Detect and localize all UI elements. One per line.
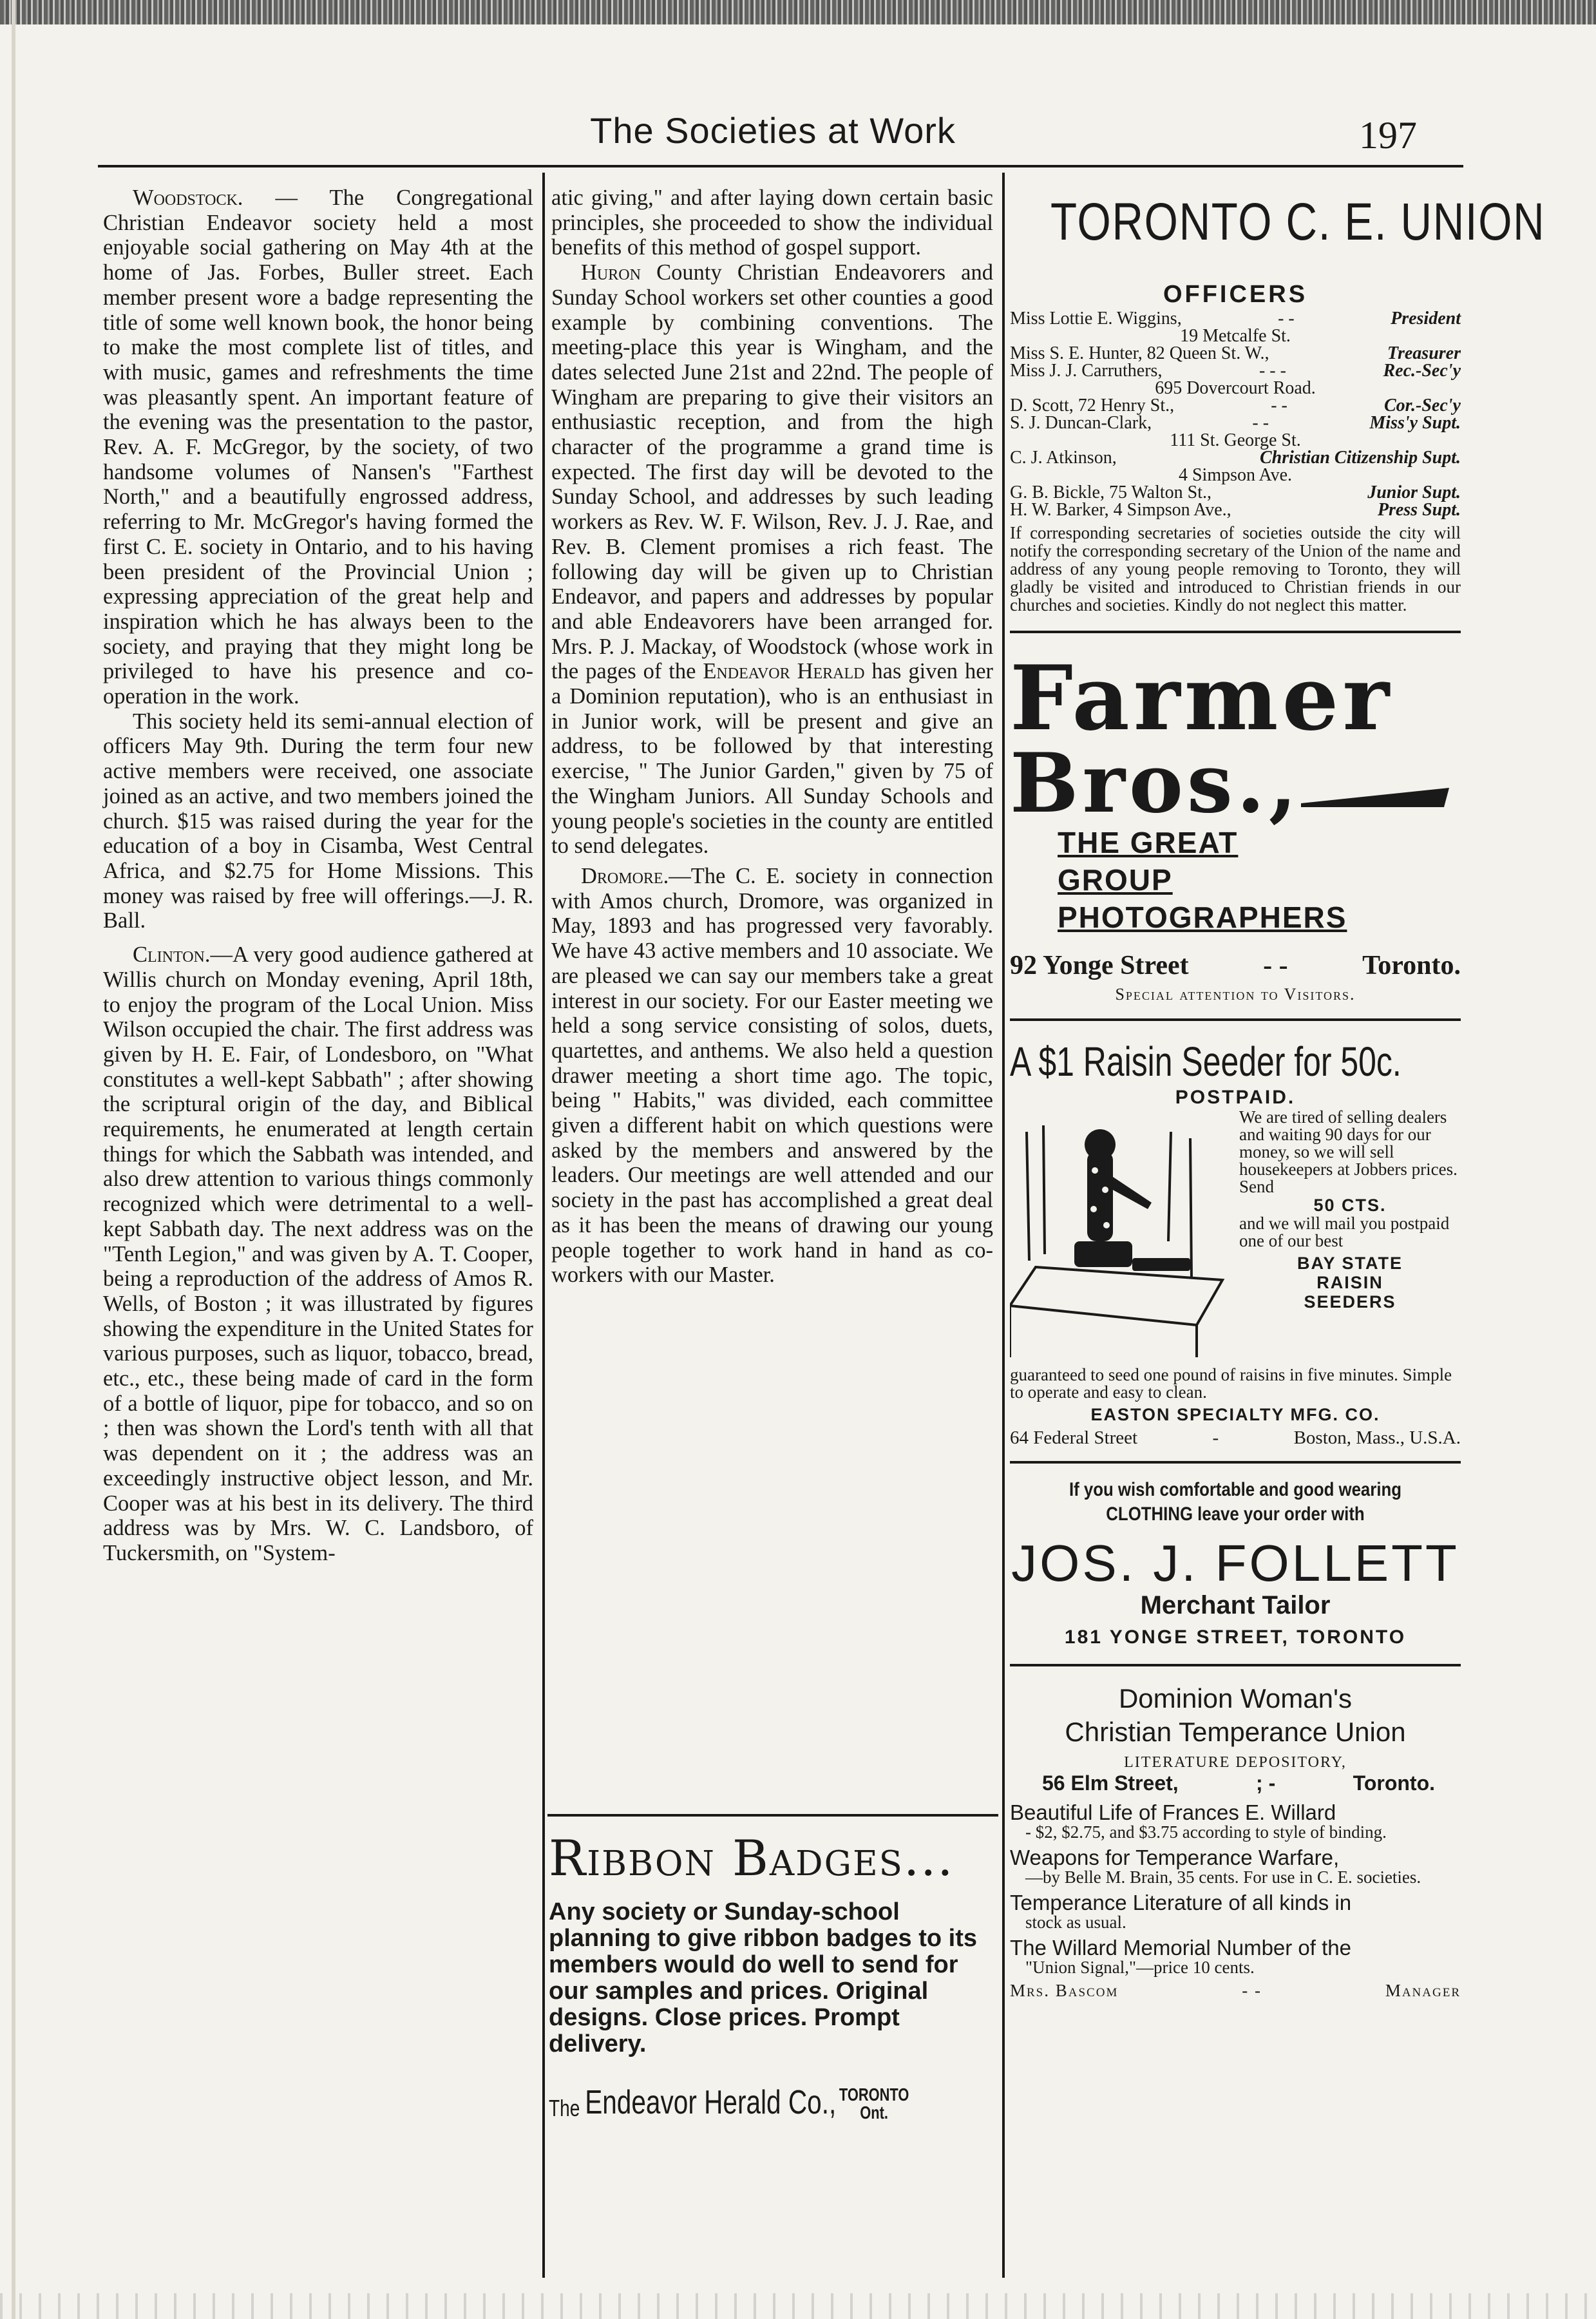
- officer-role: Miss'y Supt.: [1369, 413, 1461, 433]
- wctu-title-1: Dominion Woman's: [1118, 1683, 1353, 1713]
- column-rule-2: [1002, 173, 1005, 2278]
- officer-row: [1010, 484, 1461, 501]
- company-city: TORONTO Ont.: [839, 2085, 909, 2123]
- wctu-item: [1010, 1847, 1461, 1885]
- wctu-depository: LITERATURE DEPOSITORY,: [1124, 1754, 1347, 1771]
- officer-row: [1010, 345, 1461, 362]
- wctu-item: [1010, 1802, 1461, 1840]
- officer-address: 19 Metcalfe St.: [1180, 326, 1291, 346]
- place-name: Woodstock.: [133, 186, 243, 210]
- officer-row: [1010, 310, 1461, 327]
- raisin-price: 50 CTS.: [1313, 1196, 1387, 1215]
- officer-dash: - -: [1278, 309, 1295, 329]
- wctu-item-title: Beautiful Life of Frances E. Willard: [1010, 1800, 1336, 1824]
- officer-address: 111 St. George St.: [1170, 430, 1301, 450]
- officer-row: [1010, 449, 1461, 466]
- officer-role: Junior Supt.: [1367, 482, 1461, 502]
- divider: [1010, 631, 1461, 633]
- dromore-paragraph: Dromore.—The C. E. society in connection with Amos church, Dromore, was organized in May, 1893 and has progressed very favorably. We have 43 active members and 10 associate. We are pleased we can say our members take a great interest in our society. For our Easter meeting we held a song service consisting of solos, duets, quartettes, and anthems. We also held a question drawer meeting a short time ago. The topic, being " Habits," was divided, each committee given a different habit on which questions were asked by the members and answered by the leaders. Our meetings are well attended and our society in the past has accomplished a great deal as it has been the means of drawing our young people together to work hand in hand as co-workers with our Master.: [551, 863, 993, 1288]
- farmer-bros-line2: Bros.,: [1010, 743, 1461, 824]
- farmer-bros-name: Farmer: [1010, 645, 1394, 750]
- column-2: [551, 186, 993, 1288]
- wctu-items: [1010, 1802, 1461, 1976]
- officer-name: H. W. Barker, 4 Simpson Ave.,: [1010, 500, 1231, 520]
- officer-name: C. J. Atkinson,: [1010, 448, 1117, 468]
- ribbon-ad-body: Any society or Sunday-school planning to give ribbon badges to its members would do well to send for our samples and prices. Original designs. Close prices. Prompt delivery.: [549, 1898, 977, 2057]
- officer-name: Miss J. J. Carruthers,: [1010, 361, 1163, 381]
- divider: [1010, 1018, 1461, 1021]
- officer-row: [1010, 414, 1461, 432]
- officer-name: Miss S. E. Hunter, 82 Queen St. W.,: [1010, 343, 1269, 363]
- column-rule-1: [542, 173, 545, 2278]
- raisin-seeder-illustration-icon: [1010, 1112, 1229, 1357]
- the-word: The: [549, 2095, 580, 2121]
- officers-heading: OFFICERS: [1163, 281, 1308, 308]
- raisin-ad-title: A $1 Raisin Seeder for 50c.: [1010, 1038, 1401, 1085]
- officer-address: 4 Simpson Ave.: [1178, 465, 1293, 485]
- wctu-item: [1010, 1937, 1461, 1976]
- follett-ad: If you wish comfortable and good wearing CLOTHING leave your order with JOS. J. FOLLETT Merchant Tailor 181 YONGE STREET, TORONTO: [1010, 1478, 1461, 1648]
- follett-name: JOS. J. FOLLETT: [1011, 1534, 1459, 1592]
- raisin-address: 64 Federal Street - Boston, Mass., U.S.A.: [1010, 1427, 1461, 1448]
- scan-left-edge: [12, 0, 15, 2319]
- wctu-item: [1010, 1892, 1461, 1931]
- officer-dash: - - -: [1259, 361, 1286, 381]
- clinton-paragraph: Clinton.—A very good audience gathered at Willis church on Monday evening, April 18th, to enjoy the program of the Local Union. Miss Wilson occupied the chair. The first address was given by H. E. Fair, of Londesboro, on "What constitutes a well-kept Sabbath" ; after showing the scriptural origin of the day, and Biblical requirements, he enumerated at length certain things for which the Sabbath was intended, and also drew attention to various things commonly recognized which were detrimental to a well-kept Sabbath day. The next address was on the "Tenth Legion," and was given by A. T. Cooper, being a reproduction of the address of Amos R. Wells, of Boston ; it was illustrated by figures showing the expenditure in the United States for various purposes, such as liquor, tobacco, bread, etc., etc., these being made of card in the form of a bottle of liquor, pipe for tobacco, and so on ; then was shown the Lord's tenth with all that was dependent on it ; the address was an exceedingly instructive object lesson, and Mr. Cooper was at his best in its delivery. The third address was by Mrs. W. C. Landsboro, of Tuckersmith, on "System-: [103, 942, 533, 1565]
- officer-role: Cor.-Sec'y: [1383, 396, 1461, 415]
- officer-name: D. Scott, 72 Henry St.,: [1010, 396, 1175, 415]
- page-number: 197: [1359, 114, 1417, 157]
- wctu-manager: Mrs. Bascom - - Manager: [1010, 1981, 1461, 2000]
- wctu-item-detail: —by Belle M. Brain, 35 cents. For use in C. E. societies.: [1025, 1867, 1421, 1887]
- farmer-tagline: THE GREAT GROUP PHOTOGRAPHERS: [1058, 826, 1347, 934]
- place-name: Clinton.: [133, 942, 211, 968]
- raisin-guarantee: guaranteed to seed one pound of raisins in five minutes. Simple to operate and easy to clean.: [1010, 1365, 1452, 1402]
- officer-row: [1010, 501, 1461, 519]
- officer-role: Rec.-Sec'y: [1383, 361, 1461, 381]
- place-name: Dromore.: [581, 863, 669, 888]
- ribbon-badges-ad: [549, 1829, 987, 2122]
- scan-bottom-edge: [0, 2293, 1596, 2319]
- officer-role: Christian Citizenship Supt.: [1259, 448, 1461, 468]
- wctu-ad: [1010, 1682, 1461, 2001]
- follett-address: 181 YONGE STREET, TORONTO: [1064, 1627, 1407, 1648]
- herald-name: Endeavor Herald: [703, 659, 865, 684]
- follett-trade: Merchant Tailor: [1140, 1591, 1331, 1619]
- herald-company-line: [549, 2083, 991, 2122]
- union-note: If corresponding secretaries of societies outside the city will notify the corresponding secretary of the Union of the name and address of any young people removing to Toronto, they will gladly be visited and introduced to Christian friends in our churches and societies. Kindly do not neglect this matter.: [1010, 523, 1461, 615]
- officer-row: [1010, 362, 1461, 379]
- page-header: [103, 104, 1443, 156]
- officer-name: G. B. Bickle, 75 Walton St.,: [1010, 482, 1212, 502]
- raisin-ad-text: We are tired of selling dealers and waiting 90 days for our money, so we will sell housekeepers at Jobbers prices. Send 50 CTS. and we will mail you postpaid one of our best BAY STATE RAISIN SEEDERS: [1239, 1109, 1461, 1312]
- pennant-flourish-icon: [1301, 775, 1449, 807]
- farmer-address: 92 Yonge Street - - Toronto.: [1010, 951, 1461, 980]
- officer-role: President: [1391, 309, 1461, 329]
- right-column: [1010, 180, 1546, 2001]
- company-name: Endeavor Herald Co.,: [585, 2084, 837, 2121]
- raisin-ad-body: [1010, 1109, 1461, 1366]
- scan-top-edge: [0, 0, 1596, 24]
- officer-dash: - -: [1252, 413, 1269, 433]
- woodstock-paragraph: Woodstock. — The Congregational Christian Endeavor society held a most enjoyable social gathering on May 4th at the home of Jas. Forbes, Buller street. Each member present wore a badge representing the title of some well known book, the honor being to make the most complete list of titles, and with music, games and refreshments the time was pleasantly spent. An important feature of the evening was the presentation to the pastor, Rev. A. F. McGregor, by the society, of two handsome volumes of Nansen's "Farthest North," and a beautifully engrossed address, referring to Mr. McGregor's having formed the first C. E. society in Ontario, and to his having been president of the Provincial Union ; expressing appreciation of the great help and inspiration which he has always been to the society, and praying that they might long be privileged to have his presence and co-operation in the work.: [103, 186, 533, 709]
- wctu-item-title: The Willard Memorial Number of the: [1010, 1936, 1351, 1960]
- running-head: The Societies at Work: [590, 110, 956, 151]
- wctu-item-detail: - $2, $2.75, and $3.75 according to style of binding.: [1025, 1822, 1387, 1842]
- divider: [1010, 1664, 1461, 1666]
- woodstock-paragraph-2: This society held its semi-annual election of officers May 9th. During the term four new active members were received, one associate joined as an active, and two members joined the church. $15 was raised during the year for the education of a boy in Cisamba, West Central Africa, and $2.75 for Home Missions. This money was raised by free will offerings.—J. R. Ball.: [103, 709, 533, 933]
- officer-name: S. J. Duncan-Clark,: [1010, 413, 1152, 433]
- ribbon-ad-title: Ribbon Badges...: [549, 1829, 955, 1887]
- officer-name: Miss Lottie E. Wiggins,: [1010, 309, 1182, 329]
- ribbon-ad-rule: [547, 1814, 998, 1817]
- officers-list: [1010, 310, 1461, 519]
- wctu-address: 56 Elm Street, ; - Toronto.: [1042, 1771, 1435, 1795]
- wctu-item-title: Weapons for Temperance Warfare,: [1010, 1846, 1340, 1869]
- officer-address: 695 Dovercourt Road.: [1155, 378, 1316, 398]
- union-title: TORONTO C. E. UNION: [1050, 193, 1546, 251]
- raisin-company: EASTON SPECIALTY MFG. CO.: [1090, 1405, 1380, 1424]
- huron-paragraph: Huron County Christian Endeavorers and Sunday School workers set other counties a good example by combining conventions. The meeting-place this year is Wingham, and the dates selected June 21st and 22nd. The people of Wingham are preparing to give their visitors an enthusiastic reception, and from the high character of the programme a grand time is expected. The first day will be devoted to the Sunday School, and addresses by such leading workers as Rev. W. F. Wilson, Rev. J. J. Rae, and Rev. B. Clement promises a rich feast. The following day will be given up to Christian Endeavor, and papers and addresses by popular and able Endeavorers have been arranged for. Mrs. P. J. Mackay, of Woodstock (whose work in the pages of the Endeavor Herald has given her a Dominion reputation), who is an enthusiast in in Junior work, will be present and give an address, to be followed by that interesting exercise, " The Junior Garden," given by 75 of the Wingham Juniors. All Sunday Schools and young people's societies in the county are entitled to send delegates.: [551, 260, 993, 859]
- farmer-note: Special attention to Visitors.: [1115, 985, 1356, 1004]
- officer-role: Treasurer: [1387, 343, 1461, 363]
- wctu-item-detail: "Union Signal,"—price 10 cents.: [1025, 1958, 1255, 1977]
- officer-dash: - -: [1271, 396, 1287, 415]
- divider: [1010, 1461, 1461, 1464]
- header-rule: [98, 165, 1463, 167]
- column-1: [103, 186, 533, 1566]
- raisin-postpaid: POSTPAID.: [1175, 1087, 1296, 1108]
- wctu-title-2: Christian Temperance Union: [1065, 1717, 1406, 1747]
- officer-row: [1010, 397, 1461, 414]
- place-name: Huron: [581, 260, 641, 285]
- officer-role: Press Supt.: [1377, 500, 1461, 520]
- wctu-item-detail: stock as usual.: [1025, 1913, 1126, 1932]
- wctu-item-title: Temperance Literature of all kinds in: [1010, 1891, 1352, 1914]
- continuation-paragraph: atic giving," and after laying down certain basic principles, she proceeded to show the individual benefits of this method of gospel support.: [551, 186, 993, 260]
- raisin-product: BAY STATE RAISIN SEEDERS: [1297, 1254, 1403, 1312]
